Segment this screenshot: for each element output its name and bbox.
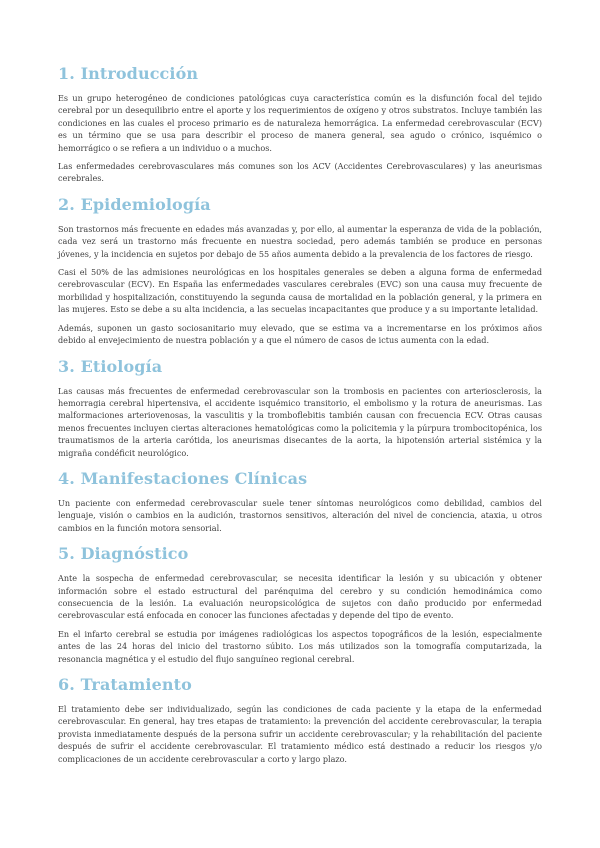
paragraph: Es un grupo heterogéneo de condiciones patológicas cuya característica común es la disfunción focal del tejido cerebral por un desequilibrio entre el aporte y los requerimientos de oxígeno y otros substratos. Incluye también las condiciones en las cuales el proceso primario es de naturaleza hemorrágica. La enfermedad cerebrovascular (ECV) es un término que se usa para describir el proceso de manera general, sea agudo o crónico, isquémico o hemorrágico o se refiera a un individuo o a muchos.: [58, 93, 542, 153]
section-title: 2. Epidemiología: [58, 194, 211, 214]
section-title: 5. Diagnóstico: [58, 544, 189, 564]
paragraph: Son trastornos más frecuente en edades más avanzadas y, por ello, al aumentar la esperanza de vida de la población, cada vez será un trastorno más frecuente en nuestra sociedad, pero además también se produce en personas jóvenes, y la incidencia en sujetos por debajo de 55 años aumenta debido a la prevalencia de los factores de riesgo.: [58, 223, 542, 259]
paragraph: Un paciente con enfermedad cerebrovascular suele tener síntomas neurológicos como debilidad, cambios del lenguaje, visión o cambios en la audición, trastornos sensitivos, alteración del nivel de conciencia, ataxia, u otros cambios en la función motora sensorial.: [58, 497, 542, 533]
paragraph: Ante la sospecha de enfermedad cerebrovascular, se necesita identificar la lesión y su ubicación y obtener información sobre el estado estructural del parénquima del cerebro y su condición hemodinámica como consecuencia de la lesión. La evaluación neuropsicológica de sujetos con daño producido por enfermedad cerebrovascular está enfocada en conocer las funciones afectadas y depende del tipo de evento.: [58, 573, 542, 621]
section-title: 4. Manifestaciones Clínicas: [58, 468, 308, 488]
section-epidemiologia: [58, 195, 542, 347]
paragraph: Las enfermedades cerebrovasculares más comunes son los ACV (Accidentes Cerebrovasculares) y las aneurismas cerebrales.: [58, 161, 542, 184]
paragraph: Además, suponen un gasto sociosanitario muy elevado, que se estima va a incrementarse en los próximos años debido al envejecimiento de nuestra población y a que el número de casos de ictus aumenta con la edad.: [58, 322, 542, 346]
section-title: 6. Tratamiento: [58, 675, 192, 694]
section-introduccion: [58, 64, 542, 185]
section-tratamiento: [58, 675, 542, 765]
section-manifestaciones-clinicas: [58, 469, 542, 534]
section-title: 3. Etiología: [58, 356, 163, 376]
section-title: 1. Introducción: [58, 64, 199, 83]
section-etiologia: [58, 357, 542, 459]
section-diagnostico: [58, 544, 542, 665]
paragraph: El tratamiento debe ser individualizado, según las condiciones de cada paciente y la etapa de la enfermedad cerebrovascular. En general, hay tres etapas de tratamiento: la prevención del accidente cerebrovascular, la terapia provista inmediatamente después de la persona sufrir un accidente cerebrovascular; y la rehabilitación del paciente después de sufrir el accidente cerebrovascular. El tratamiento médico está destinado a reducir los riesgos y/o complicaciones de un accidente cerebrovascular a corto y largo plazo.: [58, 704, 542, 764]
paragraph: Casi el 50% de las admisiones neurológicas en los hospitales generales se deben a alguna forma de enfermedad cerebrovascular (ECV). En España las enfermedades vasculares cerebrales (EVC) son una causa muy frecuente de morbilidad y hospitalización, constituyendo la segunda causa de mortalidad en la población general, y la primera en las mujeres. Esto se debe a su alta incidencia, a las secuelas incapacitantes que produce y a su importante letalidad.: [58, 267, 542, 315]
paragraph: Las causas más frecuentes de enfermedad cerebrovascular son la trombosis en pacientes con arteriosclerosis, la hemorragia cerebral hipertensiva, el accidente isquémico transitorio, el embolismo y la rotura de aneurismas. Las malformaciones arteriovenosas, la vasculitis y la tromboflebitis también causan con frecuencia ECV. Otras causas menos frecuentes incluyen ciertas alteraciones hematológicas como la policitemia y la púrpura trombocitopénica, los traumatismos de la arteria carótida, los aneurismas disecantes de la aorta, la hipotensión arterial sistémica y la migraña condéficit neurológico.: [58, 385, 542, 458]
paragraph: En el infarto cerebral se estudia por imágenes radiológicas los aspectos topográficos de la lesión, especialmente antes de las 24 horas del inicio del trastorno súbito. Los más utilizados son la tomografía computarizada, la resonancia magnética y el estudio del flujo sanguíneo regional cerebral.: [58, 628, 542, 664]
